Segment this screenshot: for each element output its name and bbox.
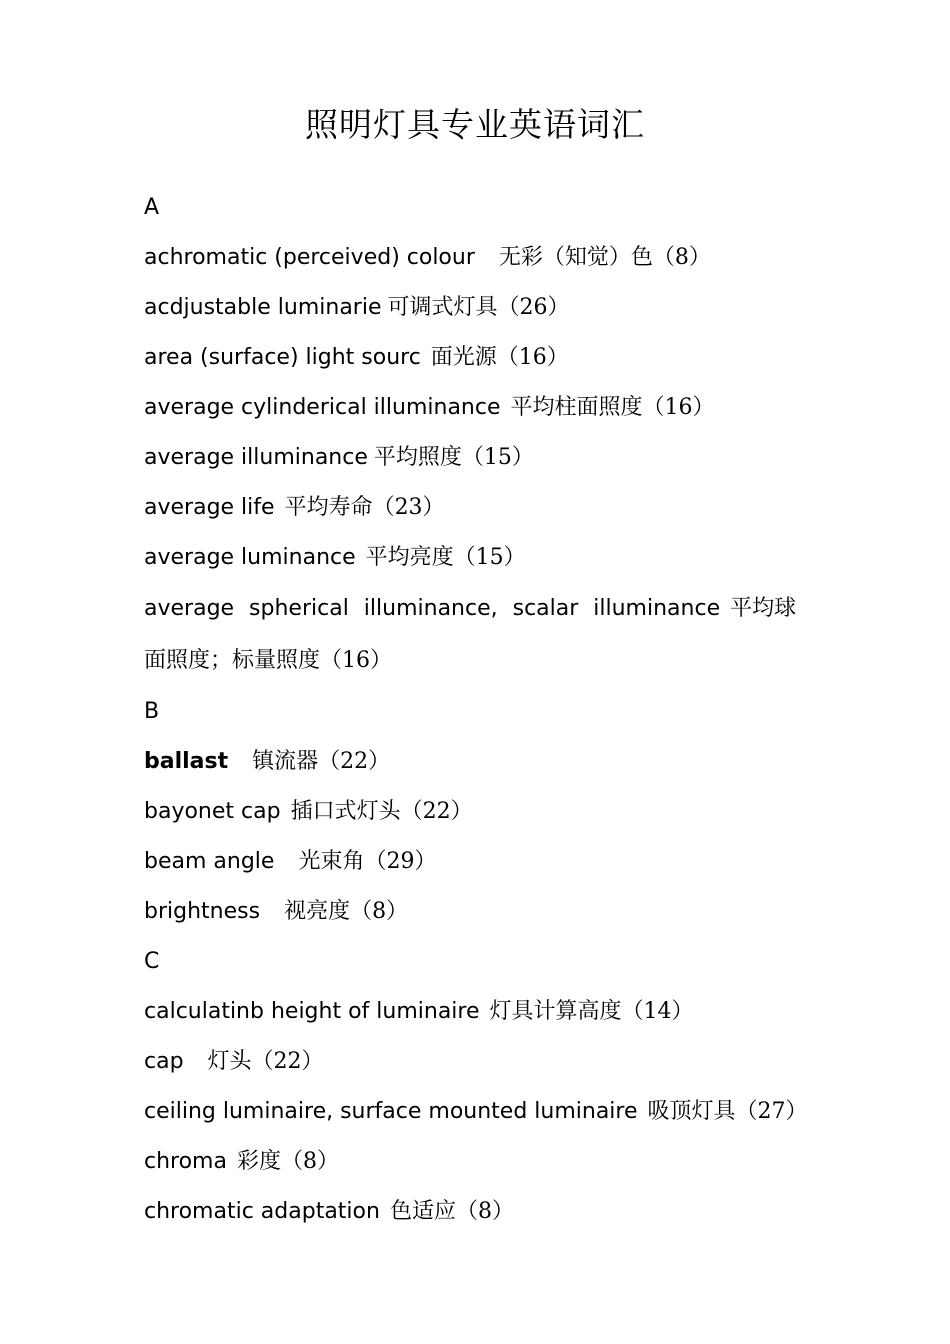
section-letter-b [144,687,808,737]
entry-term: calculatinb height of luminaire [144,999,480,1024]
glossary-entry [144,887,808,937]
entry-translation: 平均球面照度；标量照度（16） [144,596,797,673]
entry-translation: 插口式灯头（22） [290,799,473,824]
entry-translation: 灯头（22） [207,1049,324,1074]
entry-translation: 平均柱面照度（16） [510,395,715,420]
glossary-entry [144,333,808,383]
glossary-entry [144,1137,808,1187]
entry-term: cap [144,1049,184,1074]
entry-translation: 无彩（知觉）色（8） [498,245,711,270]
entry-term: average luminance [144,545,356,570]
glossary-entry-wrapped [144,583,808,687]
entry-term: achromatic (perceived) colour [144,245,475,270]
glossary-entry [144,837,808,887]
entry-translation: 灯具计算高度（14） [489,999,694,1024]
section-letter: C [144,949,160,974]
entry-term: beam angle [144,849,275,874]
entry-translation: 平均寿命（23） [284,495,445,520]
glossary-entry [144,383,808,433]
entry-translation: 吸顶灯具（27） [647,1099,808,1124]
entry-translation: 视亮度（8） [284,899,409,924]
glossary-entry [144,737,808,787]
section-letter: A [144,195,160,220]
entry-term: chromatic adaptation [144,1199,380,1224]
entry-term: acdjustable luminarie [144,295,382,320]
glossary-body [144,183,808,1237]
section-letter-c [144,937,808,987]
glossary-entry [144,283,808,333]
entry-translation: 色适应（8） [389,1199,514,1224]
entry-term: brightness [144,899,261,924]
entry-translation: 平均亮度（15） [365,545,526,570]
entry-term: average spherical illuminance, scalar illuminance [144,596,721,621]
glossary-entry [144,233,808,283]
entry-term: bayonet cap [144,799,281,824]
glossary-entry [144,1087,808,1137]
entry-term: chroma [144,1149,227,1174]
glossary-entry [144,787,808,837]
glossary-entry [144,483,808,533]
entry-translation: 面光源（16） [430,345,569,370]
entry-translation: 可调式灯具（26） [387,295,570,320]
entry-term: area (surface) light sourc [144,345,421,370]
section-letter-a [144,183,808,233]
glossary-entry [144,987,808,1037]
document-title: 照明灯具专业英语词汇 [305,105,645,144]
entry-translation: 光束角（29） [298,849,437,874]
entry-term: ballast [144,749,229,774]
entry-translation: 镇流器（22） [252,749,391,774]
entry-translation: 平均照度（15） [373,445,534,470]
entry-translation: 彩度（8） [236,1149,339,1174]
entry-term: average illuminance [144,445,368,470]
glossary-entry [144,1187,808,1237]
entry-term: ceiling luminaire, surface mounted luminaire [144,1099,638,1124]
glossary-entry [144,433,808,483]
entry-term: average life [144,495,275,520]
entry-term: average cylinderical illuminance [144,395,501,420]
glossary-entry [144,1037,808,1087]
glossary-entry [144,533,808,583]
section-letter: B [144,699,160,724]
